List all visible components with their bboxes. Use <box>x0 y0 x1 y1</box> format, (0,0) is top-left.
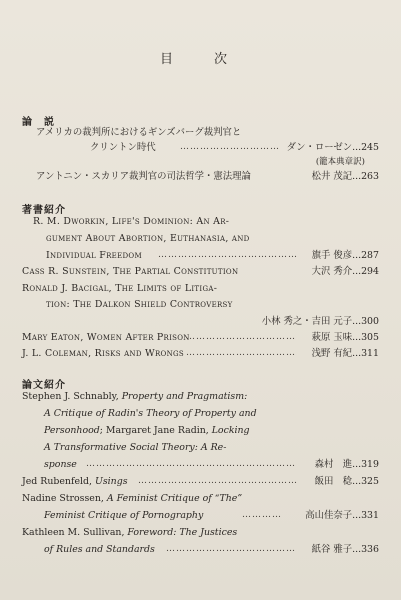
article-author: Stephen J. Schnably, <box>22 391 122 402</box>
toc-entry-title: アメリカの裁判所におけるギンズバーグ裁判官と <box>36 127 242 138</box>
article-author: Jed Rubenfeld, <box>22 476 95 487</box>
toc-entry-author-page: 森村 進...319 <box>314 459 379 470</box>
article-author: Nadine Strossen, <box>22 493 107 504</box>
toc-entry-author-page: ダン・ローゼン...245 <box>286 142 379 153</box>
toc-entry-author-page: 大沢 秀介...294 <box>311 266 379 277</box>
page-number: 263 <box>361 171 379 182</box>
author: 紙谷 雅子 <box>311 544 353 555</box>
author: 萩原 玉味 <box>311 332 353 343</box>
page-title: 目 次 <box>159 52 241 67</box>
page-number: 319 <box>361 459 379 470</box>
toc-entry-title <box>44 425 250 437</box>
page-number: 331 <box>361 510 379 521</box>
author: ダン・ローゼン <box>286 142 353 153</box>
toc-entry-author-page: 松井 茂記...263 <box>311 171 379 182</box>
toc-entry-title: アントニン・スカリア裁判官の司法哲学・憲法理論 <box>36 171 251 182</box>
leader-dots: ………………………………………… <box>138 476 298 486</box>
section-heading-ronbun: 論文紹介 <box>22 380 66 391</box>
author: 旗手 俊彦 <box>311 250 353 261</box>
page-number: 245 <box>361 142 379 153</box>
toc-entry-title: Individual Freedom <box>46 250 142 261</box>
toc-entry-author-page: 浅野 有紀...311 <box>311 348 379 359</box>
page-number: 311 <box>361 348 379 359</box>
author: 浅野 有紀 <box>311 348 353 359</box>
author: 飯田 稔 <box>314 476 353 487</box>
page-number: 305 <box>361 332 379 343</box>
toc-entry-title <box>22 527 237 539</box>
leader-dots: …………………………………… <box>158 250 298 260</box>
toc-entry-title: Mary Eaton, Women After Prison <box>22 332 190 343</box>
author: 松井 茂記 <box>311 171 353 182</box>
page-number: 294 <box>361 266 379 277</box>
toc-entry-title: R. M. Dworkin, Life's Dominion: An Ar- <box>33 216 230 227</box>
toc-entry-author-page: 小林 秀之・吉田 元子...300 <box>261 316 379 327</box>
toc-entry-title: Feminist Critique of Pornography <box>44 510 204 521</box>
toc-entry-author-page: 旗手 俊彦...287 <box>311 250 379 261</box>
toc-entry-author-page: 萩原 玉味...305 <box>311 332 379 343</box>
toc-entry-title: of Rules and Standards <box>44 544 155 555</box>
article-title: Usings <box>94 476 128 487</box>
toc-entry-title: Ronald J. Bacigal, The Limits of Litiga- <box>22 283 218 294</box>
page-number: 300 <box>361 316 379 327</box>
article-author: ; Margaret Jane Radin, <box>99 425 212 436</box>
author: 森村 進 <box>314 459 353 470</box>
translator-note: (籠本典章訳) <box>315 157 365 167</box>
toc-entry-title: sponse <box>44 459 77 470</box>
page-number: 287 <box>361 250 379 261</box>
toc-entry-title <box>22 391 247 403</box>
toc-entry-title: Cass R. Sunstein, The Partial Constitution <box>22 266 239 277</box>
toc-entry-title: A Transformative Social Theory: A Re- <box>44 442 227 453</box>
article-author: Kathleen M. Sullivan, <box>22 527 128 538</box>
author: 小林 秀之・吉田 元子 <box>261 316 353 327</box>
toc-entry-author-page: 紙谷 雅子...336 <box>311 544 379 555</box>
page-number: 325 <box>361 476 379 487</box>
toc-entry-title: A Critique of Radin's Theory of Property and <box>44 408 257 419</box>
toc-entry-title: クリントン時代 <box>90 142 156 153</box>
toc-entry-title <box>22 493 242 505</box>
leader-dots: …………………………… <box>186 348 296 358</box>
article-title: Property and Pragmatism: <box>121 391 248 402</box>
article-title: Foreword: The Justices <box>127 527 238 538</box>
author: 高山佳奈子 <box>305 510 353 521</box>
toc-entry-author-page: 飯田 稔...325 <box>314 476 379 487</box>
toc-entry-title: tion: The Dalkon Shield Controversy <box>46 299 233 310</box>
article-title: Locking <box>211 425 250 436</box>
leader-dots: ………… <box>242 510 282 520</box>
article-title: A Feminist Critique of “The” <box>106 493 243 504</box>
article-title: Personhood <box>44 425 100 436</box>
leader-dots: ………………………… <box>180 142 280 152</box>
toc-entry-author-page: 高山佳奈子...331 <box>305 510 379 521</box>
leader-dots: ……………………………………………………… <box>86 459 296 469</box>
toc-entry-title: J. L. Coleman, Risks and Wrongs <box>22 348 185 359</box>
toc-entry-title <box>22 476 128 488</box>
page-number: 336 <box>361 544 379 555</box>
author: 大沢 秀介 <box>311 266 353 277</box>
leader-dots: …………………………… <box>186 332 296 342</box>
toc-entry-title: gument About Abortion, Euthanasia, and <box>46 233 250 244</box>
section-heading-ronsetsu: 論 説 <box>22 117 55 128</box>
leader-dots: ………………………………… <box>166 544 296 554</box>
section-heading-chosho: 著書紹介 <box>22 205 66 216</box>
